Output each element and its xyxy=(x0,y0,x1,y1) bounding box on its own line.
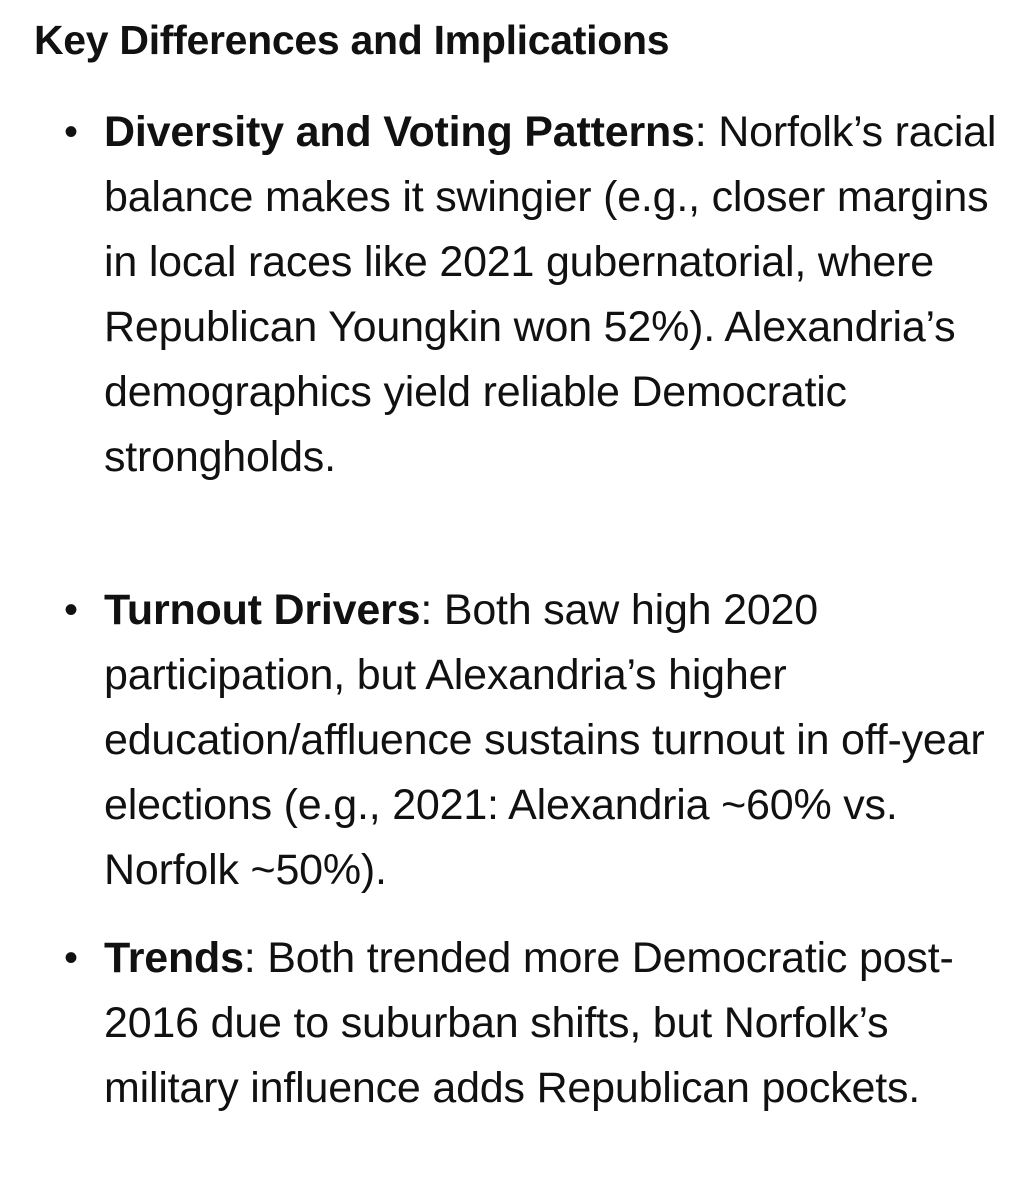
bullet-separator: : xyxy=(694,108,707,156)
bullet-text xyxy=(104,100,1004,490)
bullet-text xyxy=(104,926,1004,1121)
bullet-dot-icon: • xyxy=(64,110,79,154)
bullet-separator: : xyxy=(243,934,256,982)
section-heading: Key Differences and Implications xyxy=(34,17,670,63)
bullet-separator: : xyxy=(420,586,433,634)
bullet-body: Both saw high 2020 participation, but Alexandria’s higher education/affluence sustains turnout in off-year elections (e.g., 2021: Alexandria ~60% vs. Norfolk ~50%). xyxy=(104,586,985,894)
bullet-text xyxy=(104,578,1004,903)
bullet-lead: Diversity and Voting Patterns xyxy=(104,108,695,156)
bullet-dot-icon: • xyxy=(64,936,79,980)
bullet-body: Both trended more Democratic post-2016 due to suburban shifts, but Norfolk’s military influence adds Republican pockets. xyxy=(104,934,954,1112)
bullet-lead: Trends xyxy=(104,934,244,982)
bullet-lead: Turnout Drivers xyxy=(104,586,421,634)
bullet-body: Norfolk’s racial balance makes it swingier (e.g., closer margins in local races like 2021 gubernatorial, where Republican Youngkin won 52%). Alexandria’s demographics yield reliable Democratic strongholds. xyxy=(104,108,997,481)
bullet-dot-icon: • xyxy=(64,588,79,632)
